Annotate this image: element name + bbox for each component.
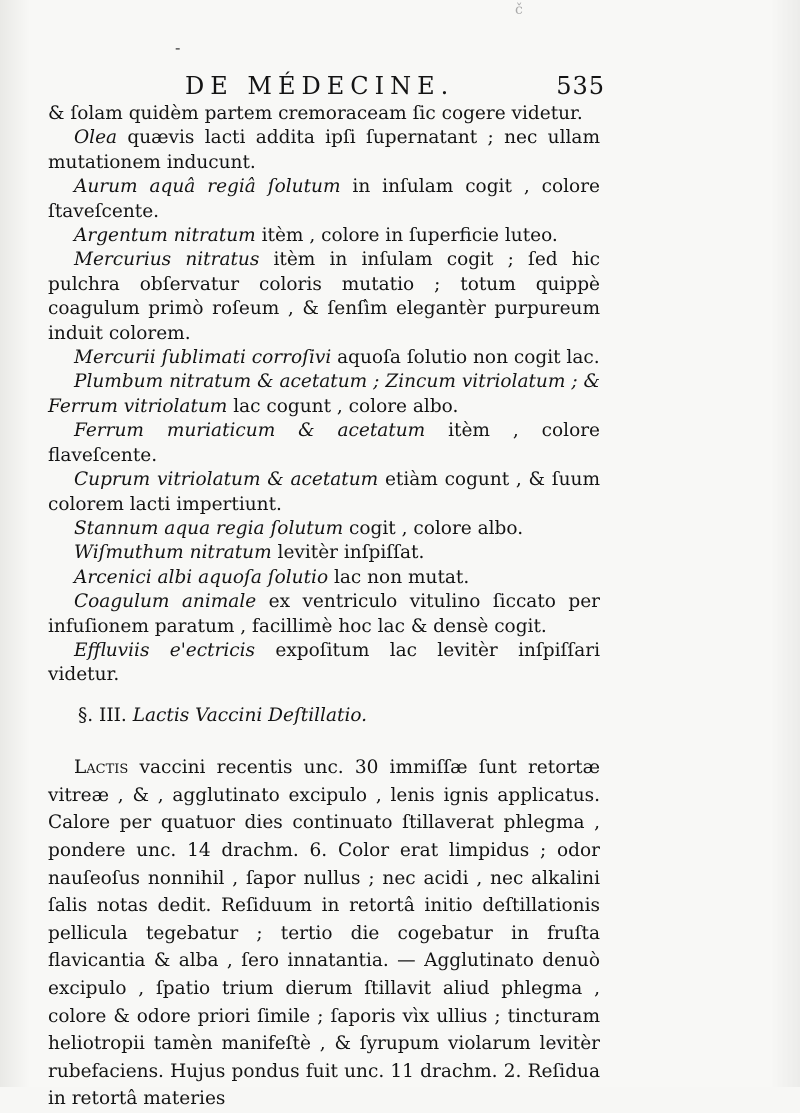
corner-pencil-mark: č xyxy=(515,2,523,18)
reagent-name: Coagulum animale xyxy=(74,591,257,613)
reagent-paragraph xyxy=(48,541,600,565)
reagent-paragraph xyxy=(48,566,600,590)
reagent-paragraph xyxy=(48,175,600,224)
reagent-description: expoſitum lac levitèr inſpiſſari videtur. xyxy=(48,639,600,686)
reagent-description: quævis lacti addita ipſi ſupernatant ; nec ullam mutationem inducunt. xyxy=(48,127,600,173)
printer-mark: - xyxy=(175,38,181,57)
reagent-description: ex ventriculo vitulino ſiccato per infuſionem paratum , facillimè hoc lac & densè cogit. xyxy=(48,591,600,637)
reagent-paragraph xyxy=(48,126,600,175)
reagent-name: Olea xyxy=(74,127,118,149)
reagent-name: Cuprum vitriolatum & acetatum xyxy=(74,469,379,491)
reagent-paragraph xyxy=(48,468,600,517)
section-heading xyxy=(48,704,600,728)
reagent-description: itèm in inſulam cogit ; ſed hic pulchra obſervatur coloris mutatio ; totum quippè coagulum primò roſeum , & ſenſìm elegantèr purpureum induit colorem. xyxy=(48,249,600,344)
reagent-description: itèm , colore flaveſcente. xyxy=(48,420,600,466)
paragraph-lead-word: Lactis xyxy=(74,757,129,779)
reagent-paragraph xyxy=(48,346,600,370)
running-header xyxy=(185,72,605,106)
section-title: Lactis Vaccini Deſtillatio. xyxy=(132,704,368,726)
reagent-description: in inſulam cogit , colore ſtaveſcente. xyxy=(48,176,600,222)
reagent-description: etiàm cogunt , & ſuum colorem lacti impertiunt. xyxy=(48,469,600,515)
reagent-description: levitèr inſpiſſat. xyxy=(271,542,425,564)
reagent-entries xyxy=(48,102,600,688)
reagent-name: Mercurius nitratus xyxy=(74,249,260,271)
reagent-description: aquoſa ſolutio non cogit lac. xyxy=(331,347,600,369)
paragraph-body: vaccini recentis unc. 30 immiſſæ ſunt retortæ vitreæ , & , agglutinato excipulo , lenis ignis applicatus. Calore per quatuor dies continuato ſtillaverat phlegma , pondere unc. 14 drachm. 6. Color erat limpidus ; odor nauſeoſus nonnihil , ſapor nullus ; nec acidi , nec alkalini ſalis notas dedit. Reſiduum in retortâ initio deſtillationis pellicula tegebatur ; tertio die cogebatur in fruſta flavicantia & alba , ſero innatantia. — Agglutinato denuò excipulo , ſpatio trium dierum ſtillavit aliud phlegma , colore & odore priori ſimile ; ſaporis vìx ullius ; tincturam heliotropii tamèn manifeſtè , & ſyrupum violarum levitèr rubefaciens. Hujus pondus fuit unc. 11 drachm. 2. Reſidua in retortâ materies xyxy=(48,757,600,1110)
reagent-paragraph xyxy=(48,517,600,541)
reagent-description: lac non mutat. xyxy=(328,566,470,588)
reagent-name: Stannum aqua regia ſolutum xyxy=(74,517,344,539)
reagent-paragraph xyxy=(48,590,600,639)
reagent-description: cogit , colore albo. xyxy=(343,517,524,539)
reagent-name: Plumbum nitratum & acetatum ; Zincum vitriolatum ; & Ferrum vitriolatum xyxy=(48,371,600,417)
main-text xyxy=(48,102,600,1113)
reagent-description: & ſolam quidèm partem cremoraceam ſic cogere videtur. xyxy=(48,103,583,124)
section-number: §. III. xyxy=(78,704,127,726)
reagent-name: Argentum nitratum xyxy=(74,225,256,247)
reagent-name: Arcenici albi aquoſa ſolutio xyxy=(74,566,329,588)
reagent-paragraph xyxy=(48,102,600,126)
reagent-description: itèm , colore in ſuperficie luteo. xyxy=(255,225,558,247)
reagent-name: Wiſmuthum nitratum xyxy=(74,542,272,564)
reagent-paragraph xyxy=(48,419,600,468)
reagent-paragraph xyxy=(48,639,600,688)
reagent-name: Effluviis e'ectricis xyxy=(74,639,256,661)
reagent-name: Mercurii ſublimati corroſivi xyxy=(74,347,332,369)
reagent-description: lac cogunt , colore albo. xyxy=(227,395,459,417)
reagent-name: Aurum aquâ regiâ ſolutum xyxy=(74,176,341,198)
running-title: DE MÉDECINE. xyxy=(185,72,455,100)
reagent-paragraph xyxy=(48,370,600,419)
reagent-name: Ferrum muriaticum & acetatum xyxy=(74,420,426,442)
reagent-paragraph xyxy=(48,248,600,346)
page-number: 535 xyxy=(556,72,605,100)
reagent-paragraph xyxy=(48,224,600,248)
distillation-paragraph xyxy=(48,754,600,1113)
